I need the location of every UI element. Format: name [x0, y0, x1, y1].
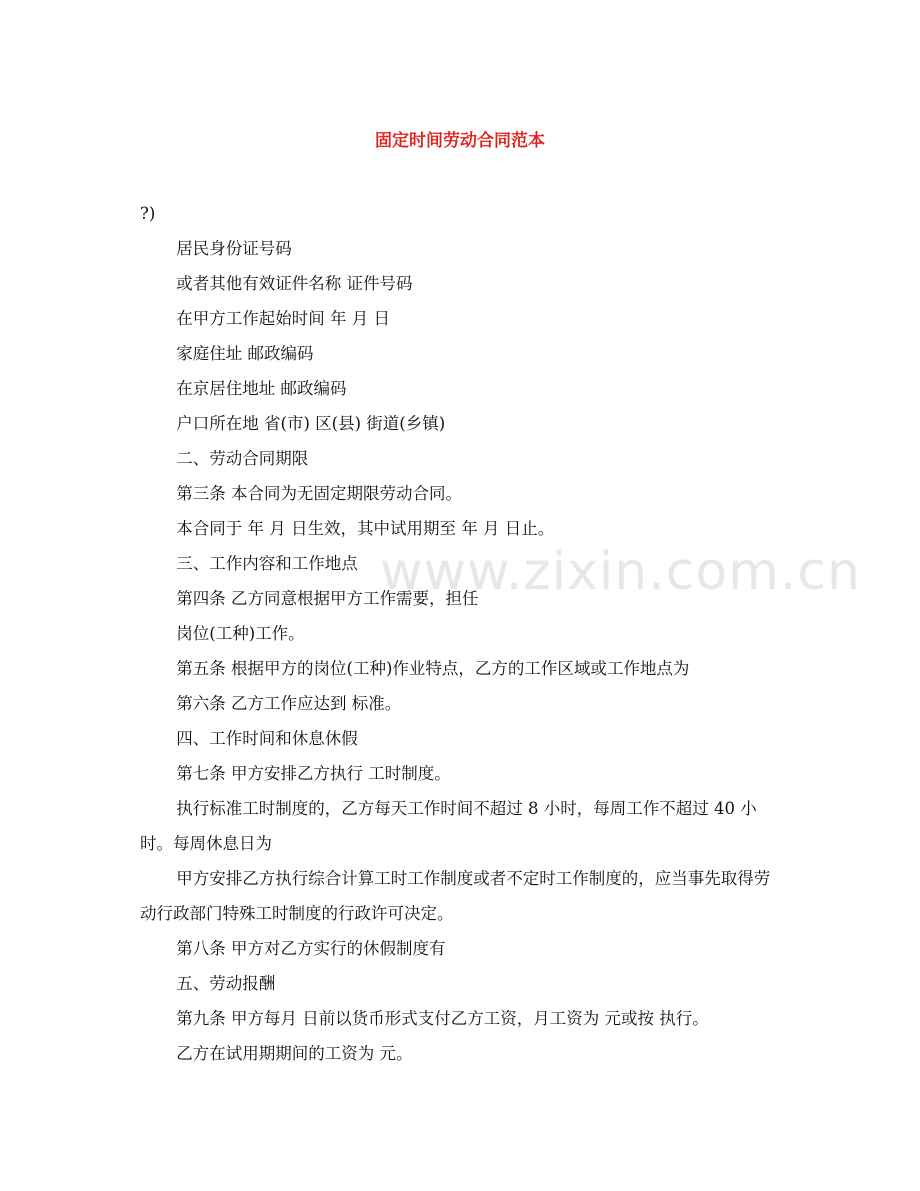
paragraph: 甲方安排乙方执行综合计算工时工作制度或者不定时工作制度的，应当事先取得劳动行政部门特殊工时制度的行政许可决定。 [140, 869, 771, 923]
section-heading: 五、劳动报酬 [176, 974, 276, 993]
paragraph: 乙方在试用期期间的工资为 元。 [176, 1044, 413, 1063]
paragraph: 第七条 甲方安排乙方执行 工时制度。 [176, 764, 451, 783]
document-title: 固定时间劳动合同范本 [375, 131, 545, 151]
paragraph: 家庭住址 邮政编码 [176, 344, 314, 363]
paragraph: 或者其他有效证件名称 证件号码 [176, 274, 413, 293]
paragraph: 居民身份证号码 [176, 239, 292, 258]
opening-text: ?) [140, 204, 156, 223]
paragraph: 第五条 根据甲方的岗位(工种)作业特点，乙方的工作区域或工作地点为 [176, 659, 690, 678]
paragraph: 在京居住地址 邮政编码 [176, 379, 347, 398]
paragraph: 第三条 本合同为无固定期限劳动合同。 [176, 484, 463, 503]
paragraph: 第四条 乙方同意根据甲方工作需要，担任 [176, 589, 479, 608]
section-heading: 四、工作时间和休息休假 [176, 729, 358, 748]
paragraph: 岗位(工种)工作。 [176, 624, 305, 643]
paragraph: 第六条 乙方工作应达到 标准。 [176, 694, 402, 713]
document-body [140, 196, 780, 1071]
paragraph: 本合同于 年 月 日生效，其中试用期至 年 月 日止。 [176, 519, 555, 538]
paragraph: 执行标准工时制度的，乙方每天工作时间不超过 8 小时，每周工作不超过 40 小时。每周休息日为 [140, 799, 757, 853]
section-heading: 二、劳动合同期限 [176, 449, 309, 468]
paragraph: 第八条 甲方对乙方实行的休假制度有 [176, 939, 446, 958]
paragraph: 第九条 甲方每月 日前以货币形式支付乙方工资，月工资为 元或按 执行。 [176, 1009, 709, 1028]
paragraph: 在甲方工作起始时间 年 月 日 [176, 309, 391, 328]
section-heading: 三、工作内容和工作地点 [176, 554, 358, 573]
watermark: www.zixin.com.cn [380, 542, 861, 602]
paragraph: 户口所在地 省(市) 区(县) 街道(乡镇) [176, 414, 446, 433]
